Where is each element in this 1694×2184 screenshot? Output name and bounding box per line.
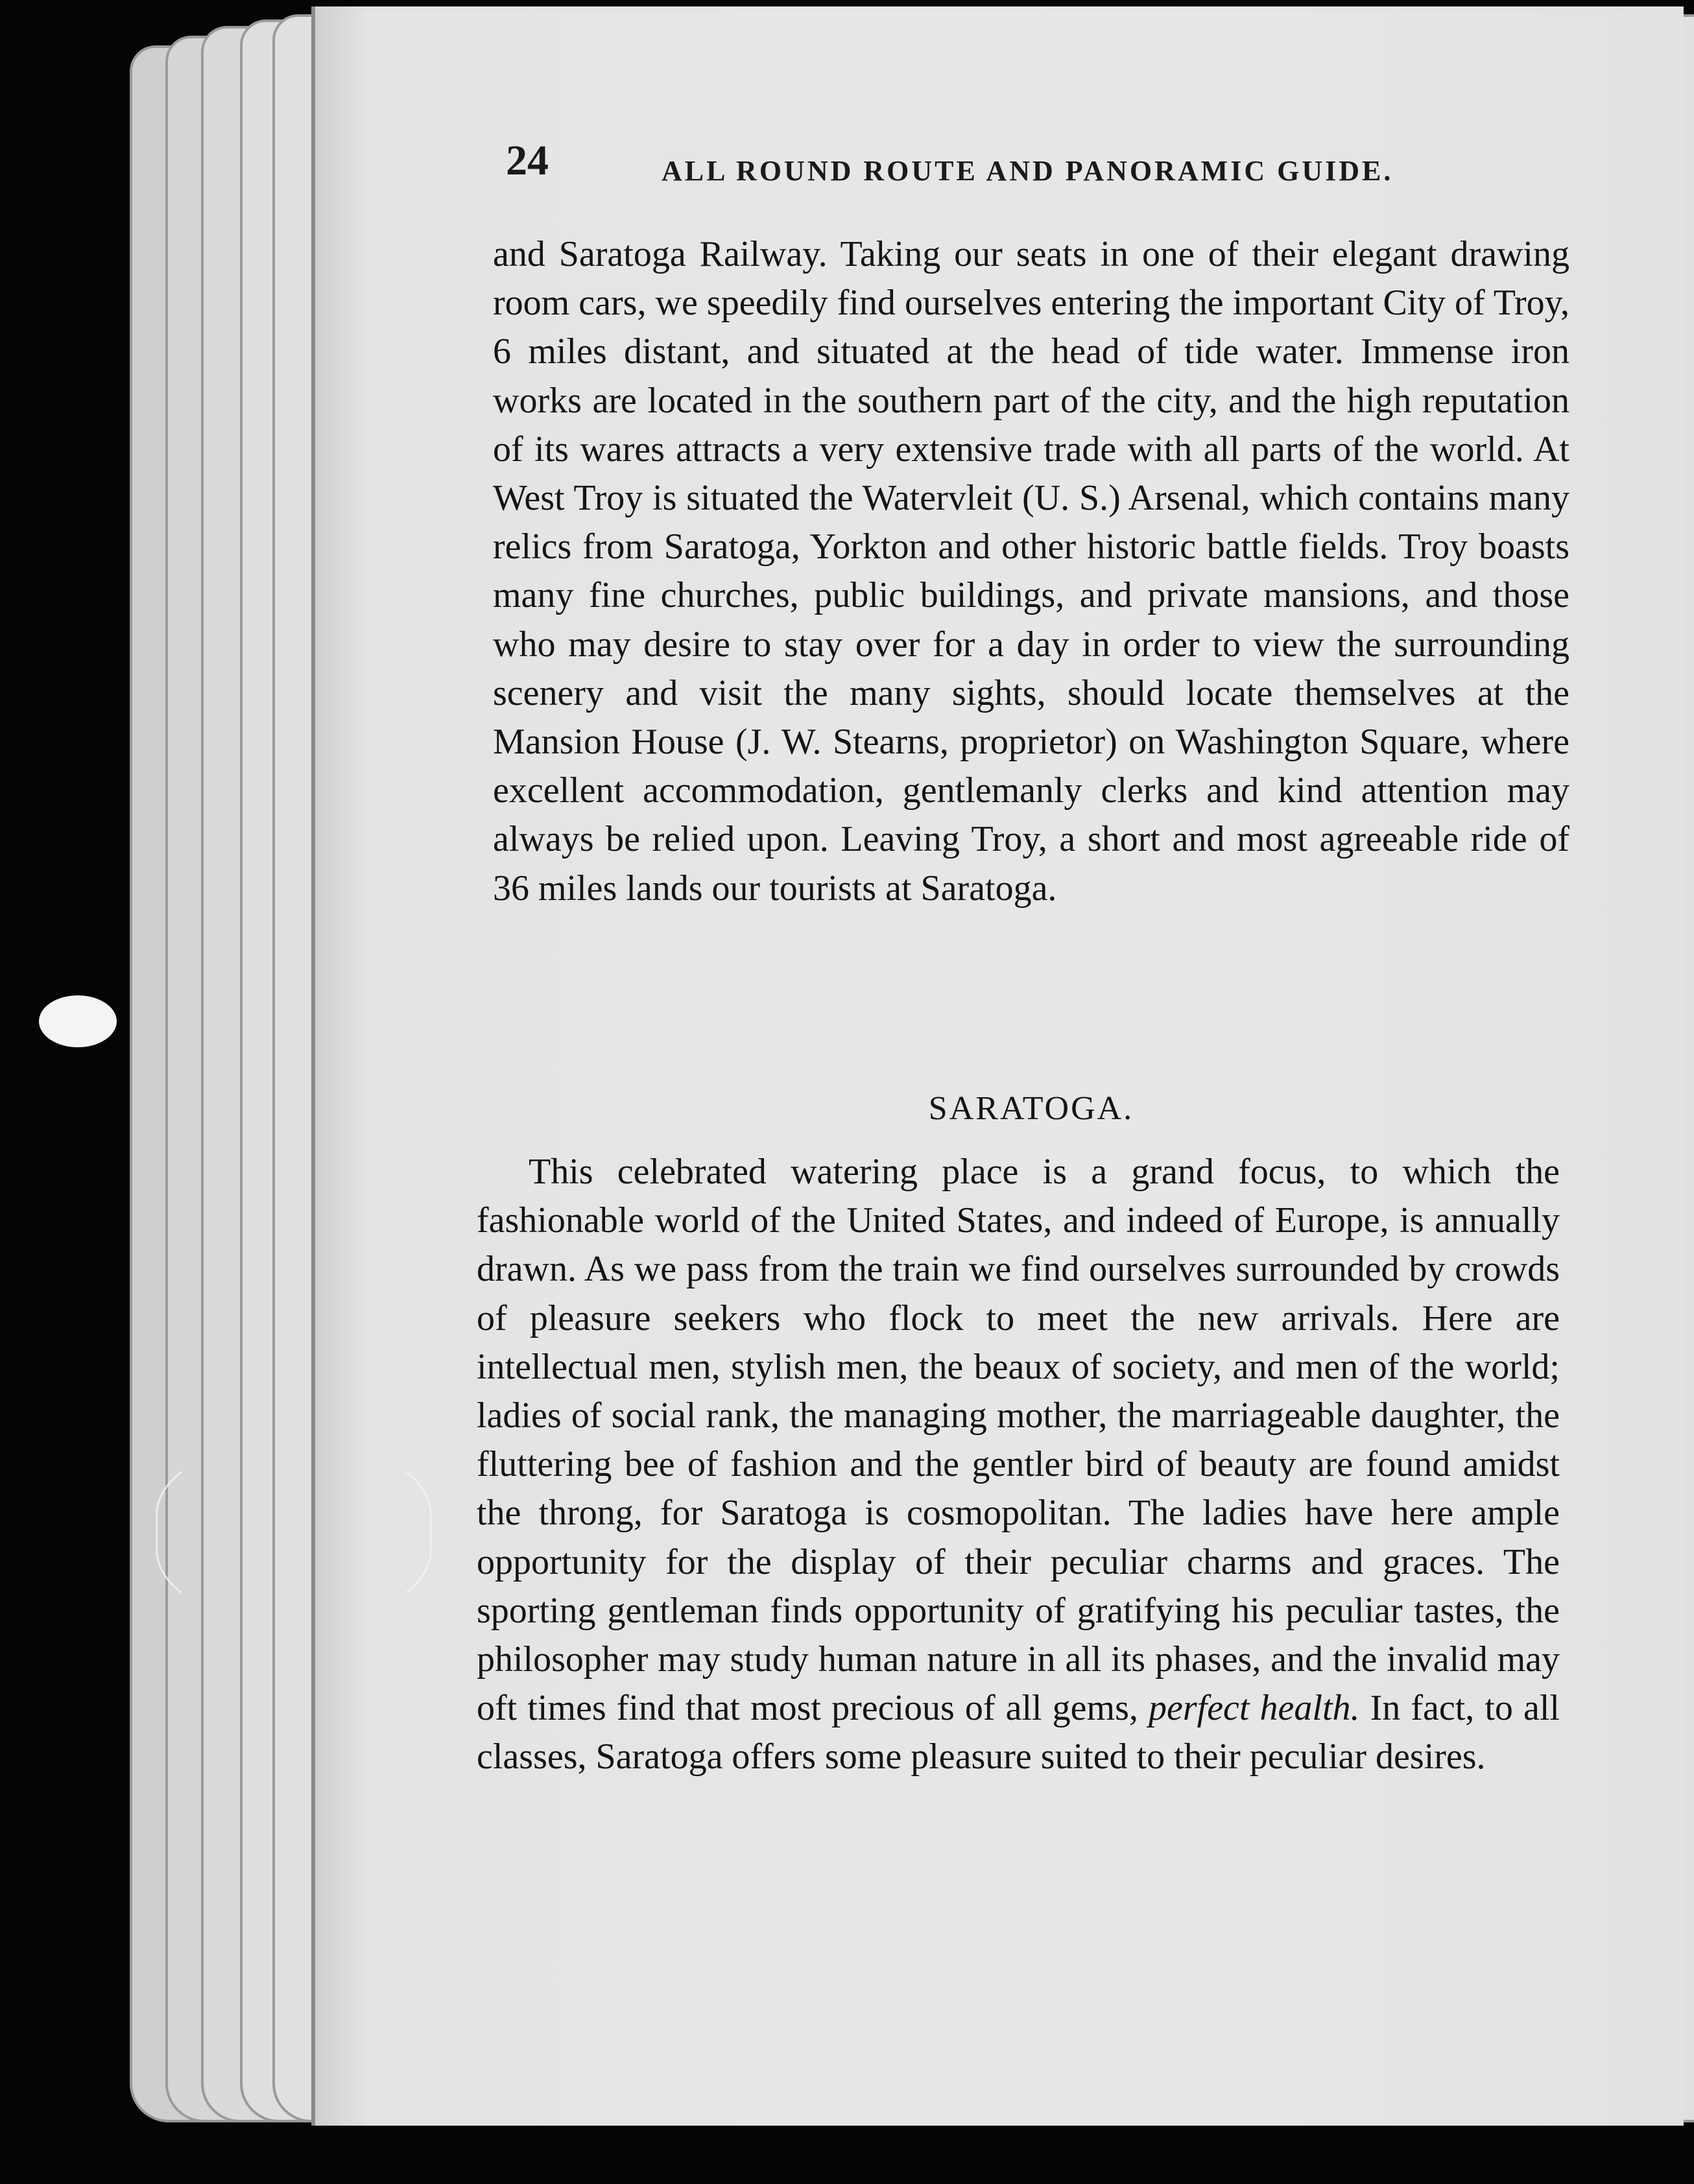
paper-damage-spot [39, 995, 117, 1047]
paragraph [477, 1148, 1560, 1782]
paragraph-text: In fact, to all classes, Saratoga offers some pleasure suited to their peculiar desires. [477, 1688, 1560, 1777]
page-number: 24 [506, 137, 549, 184]
paragraph-text: This celebrated watering place is a grand focus, to which the fashionable world of the United States, and indeed of Europe, is annually drawn. As we pass from the train we find ourselves surrounded by crowds of pleasure seekers who flock to meet the new arrivals. Here are intellectual men, stylish men, the beaux of society, and men of the world; ladies of social rank, the managing mother, the marriageable daughter, the fluttering bee of fashion and the gentler bird of beauty are found amidst the throng, for Saratoga is cosmopolitan. The ladies have here ample opportunity for the display of their peculiar charms and graces. The sporting gentleman finds opportunity of gratifying his peculiar tastes, the philosopher may study human nature in all its phases, and the invalid may oft times find that most precious of all gems, [477, 1152, 1560, 1729]
emphasized-text: perfect health. [1148, 1688, 1360, 1729]
running-head: ALL ROUND ROUTE AND PANORAMIC GUIDE. [662, 155, 1394, 187]
paragraph: and Saratoga Railway. Taking our seats in one of their elegant drawing room cars, we speedily find ourselves entering the important City of Troy, 6 miles distant, and situated at the head of tide water. Immense iron works are located in the southern part of the city, and the high reputation of its wares attracts a very extensive trade with all parts of the world. At West Troy is situated the Watervleit (U. S.) Arsenal, which contains many relics from Saratoga, Yorkton and other historic battle fields. Troy boasts many fine churches, public buildings, and private mansions, and those who may desire to stay over for a day in order to view the surrounding scenery and visit the many sights, should locate themselves at the Mansion House (J. W. Stearns, proprietor) on Washington Square, where excellent accommodation, gentlemanly clerks and kind attention may always be relied upon. Leaving Troy, a short and most agreeable ride of 36 miles lands our tourists at Saratoga. [493, 234, 1569, 908]
section-heading: SARATOGA. [928, 1090, 1134, 1127]
film-scratch [156, 1446, 432, 1619]
page-header [506, 136, 1576, 208]
